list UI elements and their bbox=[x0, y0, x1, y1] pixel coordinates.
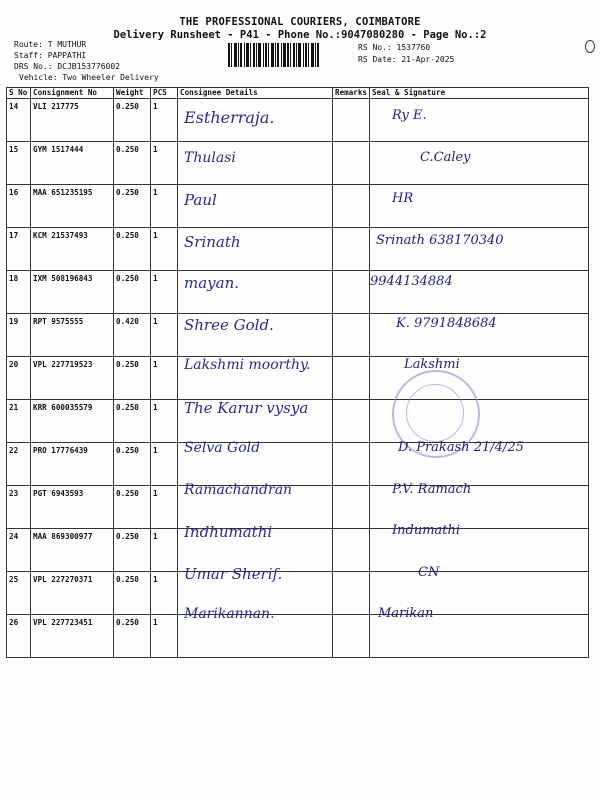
table-row bbox=[7, 529, 589, 572]
col-weight: Weight bbox=[114, 88, 151, 99]
sno-cell: 26 bbox=[7, 615, 31, 658]
subtitle: Delivery Runsheet - P41 - Phone No.:9047080280 - Page No.:2 bbox=[113, 29, 487, 41]
handwritten-consignee: The Karur vysya bbox=[184, 398, 309, 417]
pcs-cell: 1 bbox=[151, 99, 178, 142]
handwritten-consignee: Ramachandran bbox=[184, 481, 293, 498]
pcs-cell: 1 bbox=[151, 443, 178, 486]
handwritten-signature: D. Prakash 21/4/25 bbox=[398, 440, 524, 455]
remarks-cell bbox=[333, 314, 370, 357]
consignment-cell: VLI 217775 bbox=[31, 99, 114, 142]
consignment-cell: VPL 227719523 bbox=[31, 357, 114, 400]
barcode bbox=[228, 43, 352, 67]
weight-cell: 0.250 bbox=[114, 271, 151, 314]
handwritten-signature: Marikan bbox=[378, 606, 434, 621]
consignment-cell: IXM 508196843 bbox=[31, 271, 114, 314]
sno-cell: 20 bbox=[7, 357, 31, 400]
sno-cell: 19 bbox=[7, 314, 31, 357]
weight-cell: 0.250 bbox=[114, 443, 151, 486]
remarks-cell bbox=[333, 228, 370, 271]
table-row bbox=[7, 314, 589, 357]
pcs-cell: 1 bbox=[151, 572, 178, 615]
consignment-cell: MAA 651235195 bbox=[31, 185, 114, 228]
staff: Staff: PAPPATHI bbox=[14, 51, 87, 60]
consignment-cell: KCM 21537493 bbox=[31, 228, 114, 271]
punch-hole bbox=[585, 40, 595, 53]
col-pcs: PCS bbox=[151, 88, 178, 99]
remarks-cell bbox=[333, 185, 370, 228]
pcs-cell: 1 bbox=[151, 271, 178, 314]
handwritten-consignee: mayan. bbox=[184, 274, 240, 292]
handwritten-consignee: Marikannan. bbox=[184, 606, 275, 622]
sno-cell: 17 bbox=[7, 228, 31, 271]
pcs-cell: 1 bbox=[151, 486, 178, 529]
table-row bbox=[7, 185, 589, 228]
consignment-cell: RPT 9575555 bbox=[31, 314, 114, 357]
remarks-cell bbox=[333, 443, 370, 486]
col-sno: S No bbox=[7, 88, 31, 99]
handwritten-signature: CN bbox=[418, 564, 440, 580]
weight-cell: 0.250 bbox=[114, 529, 151, 572]
handwritten-signature: Ry E. bbox=[392, 108, 427, 123]
sno-cell: 14 bbox=[7, 99, 31, 142]
drs-no: DRS No.: DCJB153776002 bbox=[14, 62, 120, 71]
handwritten-signature: Lakshmi bbox=[404, 357, 460, 372]
handwritten-signature: P.V. Ramach bbox=[392, 481, 472, 497]
handwritten-signature: Srinath 638170340 bbox=[376, 232, 504, 248]
sno-cell: 22 bbox=[7, 443, 31, 486]
handwritten-consignee: Srinath bbox=[184, 232, 241, 251]
col-remarks: Remarks bbox=[333, 88, 370, 99]
table-row bbox=[7, 572, 589, 615]
consignment-cell: VPL 227723451 bbox=[31, 615, 114, 658]
handwritten-signature: C.Caley bbox=[420, 149, 471, 165]
remarks-cell bbox=[333, 400, 370, 443]
weight-cell: 0.250 bbox=[114, 357, 151, 400]
handwritten-consignee: Estherraja. bbox=[184, 108, 275, 127]
handwritten-consignee: Indhumathi bbox=[184, 523, 273, 541]
signature-cell bbox=[370, 142, 589, 185]
weight-cell: 0.250 bbox=[114, 615, 151, 658]
handwritten-signature: HR bbox=[392, 191, 414, 206]
table-row bbox=[7, 271, 589, 314]
remarks-cell bbox=[333, 99, 370, 142]
consignment-cell: PGT 6943593 bbox=[31, 486, 114, 529]
remarks-cell bbox=[333, 486, 370, 529]
remarks-cell bbox=[333, 357, 370, 400]
handwritten-consignee: Paul bbox=[184, 191, 217, 209]
weight-cell: 0.420 bbox=[114, 314, 151, 357]
remarks-cell bbox=[333, 615, 370, 658]
vehicle: Vehicle: Two Wheeler Delivery bbox=[19, 73, 159, 82]
pcs-cell: 1 bbox=[151, 314, 178, 357]
remarks-cell bbox=[333, 529, 370, 572]
sno-cell: 21 bbox=[7, 400, 31, 443]
consignment-cell: PRO 17776439 bbox=[31, 443, 114, 486]
consignment-cell: MAA 869300977 bbox=[31, 529, 114, 572]
table-row bbox=[7, 486, 589, 529]
weight-cell: 0.250 bbox=[114, 99, 151, 142]
pcs-cell: 1 bbox=[151, 142, 178, 185]
sno-cell: 25 bbox=[7, 572, 31, 615]
title: THE PROFESSIONAL COURIERS, COIMBATORE bbox=[179, 16, 421, 28]
sno-cell: 15 bbox=[7, 142, 31, 185]
table-row bbox=[7, 615, 589, 658]
sno-cell: 23 bbox=[7, 486, 31, 529]
remarks-cell bbox=[333, 142, 370, 185]
remarks-cell bbox=[333, 271, 370, 314]
pcs-cell: 1 bbox=[151, 357, 178, 400]
handwritten-signature: K. 9791848684 bbox=[396, 315, 497, 331]
handwritten-consignee: Selva Gold bbox=[184, 440, 261, 456]
consignment-cell: VPL 227270371 bbox=[31, 572, 114, 615]
rs-no: RS No.: 1537760 bbox=[358, 43, 431, 52]
sno-cell: 24 bbox=[7, 529, 31, 572]
pcs-cell: 1 bbox=[151, 529, 178, 572]
weight-cell: 0.250 bbox=[114, 228, 151, 271]
handwritten-signature: 9944134884 bbox=[370, 274, 453, 289]
consignment-cell: GYM 1517444 bbox=[31, 142, 114, 185]
consignment-cell: KRR 600035579 bbox=[31, 400, 114, 443]
table-header-row bbox=[7, 88, 589, 99]
handwritten-consignee: Shree Gold. bbox=[184, 315, 274, 334]
table-row bbox=[7, 142, 589, 185]
weight-cell: 0.250 bbox=[114, 400, 151, 443]
weight-cell: 0.250 bbox=[114, 486, 151, 529]
handwritten-consignee: Umar Sherif. bbox=[184, 564, 283, 583]
col-seal-signature: Seal & Signature bbox=[370, 88, 589, 99]
pcs-cell: 1 bbox=[151, 615, 178, 658]
pcs-cell: 1 bbox=[151, 185, 178, 228]
handwritten-consignee: Thulasi bbox=[184, 149, 236, 166]
weight-cell: 0.250 bbox=[114, 572, 151, 615]
route: Route: T MUTHUR bbox=[14, 40, 87, 49]
sno-cell: 16 bbox=[7, 185, 31, 228]
handwritten-consignee: Lakshmi moorthy. bbox=[184, 357, 311, 373]
weight-cell: 0.250 bbox=[114, 185, 151, 228]
pcs-cell: 1 bbox=[151, 228, 178, 271]
sno-cell: 18 bbox=[7, 271, 31, 314]
weight-cell: 0.250 bbox=[114, 142, 151, 185]
pcs-cell: 1 bbox=[151, 400, 178, 443]
handwritten-signature: Indumathi bbox=[392, 523, 461, 538]
table-row bbox=[7, 99, 589, 142]
rs-date: RS Date: 21-Apr-2025 bbox=[358, 55, 455, 64]
col-consignment: Consignment No bbox=[31, 88, 114, 99]
remarks-cell bbox=[333, 572, 370, 615]
col-consignee: Consignee Details bbox=[178, 88, 333, 99]
